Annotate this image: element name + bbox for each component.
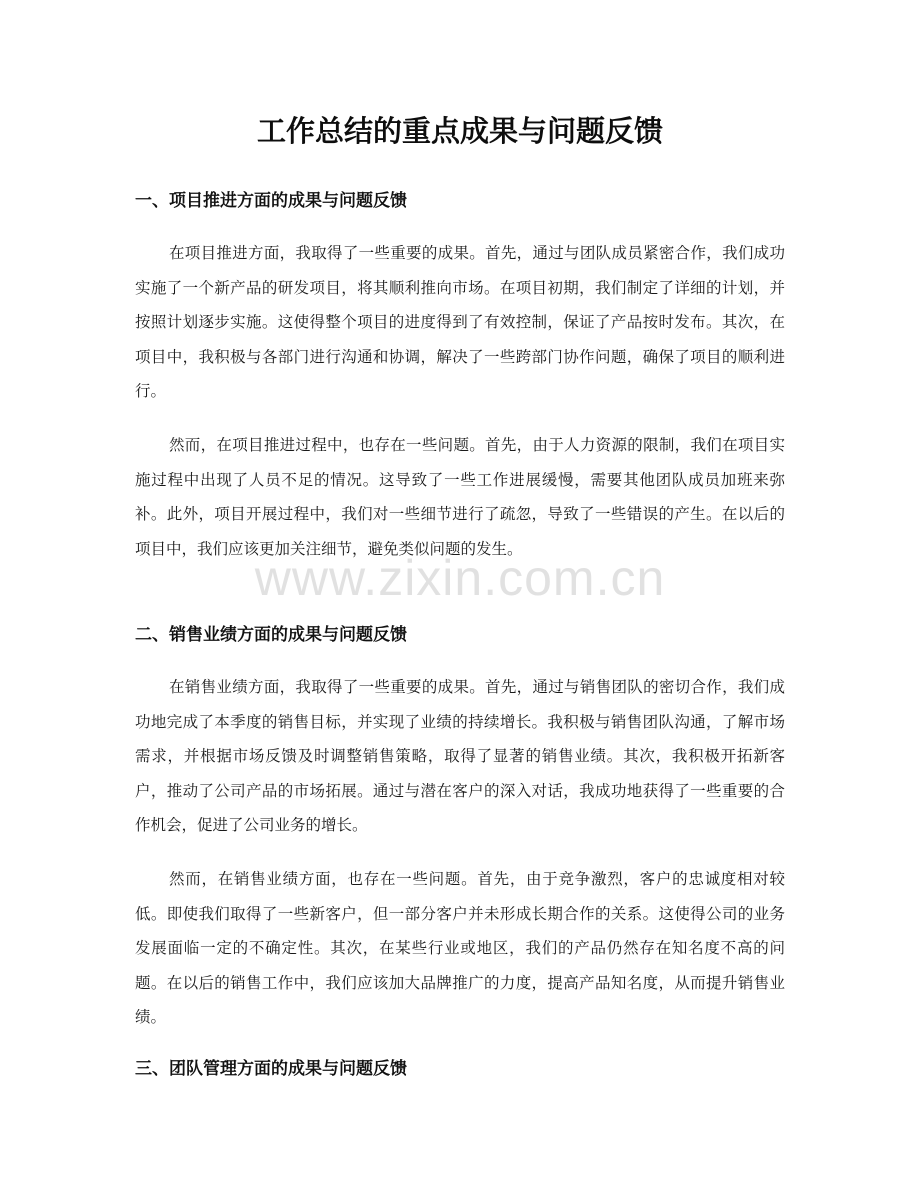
section-heading-3: 三、团队管理方面的成果与问题反馈 (135, 1059, 407, 1079)
section-heading-1: 一、项目推进方面的成果与问题反馈 (135, 191, 407, 211)
document-title: 工作总结的重点成果与问题反馈 (256, 114, 663, 148)
section-2-paragraph-1: 在销售业绩方面，我取得了一些重要的成果。首先，通过与销售团队的密切合作，我们成功地完成了本季度的销售目标，并实现了业绩的持续增长。我积极与销售团队沟通，了解市场需求，并根据市场反馈及时调整销售策略，取得了显著的销售业绩。其次，我积极开拓新客户，推动了公司产品的市场拓展。通过与潜在客户的深入对话，我成功地获得了一些重要的合作机会，促进了公司业务的增长。 (135, 678, 785, 834)
section-1-paragraph-2: 然而，在项目推进过程中，也存在一些问题。首先，由于人力资源的限制，我们在项目实施过程中出现了人员不足的情况。这导致了一些工作进展缓慢，需要其他团队成员加班来弥补。此外，项目开展过程中，我们对一些细节进行了疏忽，导致了一些错误的产生。在以后的项目中，我们应该更加关注细节，避免类似问题的发生。 (135, 436, 785, 558)
section-1-paragraph-1: 在项目推进方面，我取得了一些重要的成果。首先，通过与团队成员紧密合作，我们成功实施了一个新产品的研发项目，将其顺利推向市场。在项目初期，我们制定了详细的计划，并按照计划逐步实施。这使得整个项目的进度得到了有效控制，保证了产品按时发布。其次，在项目中，我积极与各部门进行沟通和协调，解决了一些跨部门协作问题，确保了项目的顺利进行。 (135, 244, 785, 400)
section-2-paragraph-2: 然而，在销售业绩方面，也存在一些问题。首先，由于竞争激烈，客户的忠诚度相对较低。即使我们取得了一些新客户，但一部分客户并未形成长期合作的关系。这使得公司的业务发展面临一定的不确定性。其次，在某些行业或地区，我们的产品仍然存在知名度不高的问题。在以后的销售工作中，我们应该加大品牌推广的力度，提高产品知名度，从而提升销售业绩。 (135, 870, 785, 1026)
watermark-text: www.zixin.com.cn (254, 550, 666, 606)
section-heading-2: 二、销售业绩方面的成果与问题反馈 (135, 625, 407, 645)
